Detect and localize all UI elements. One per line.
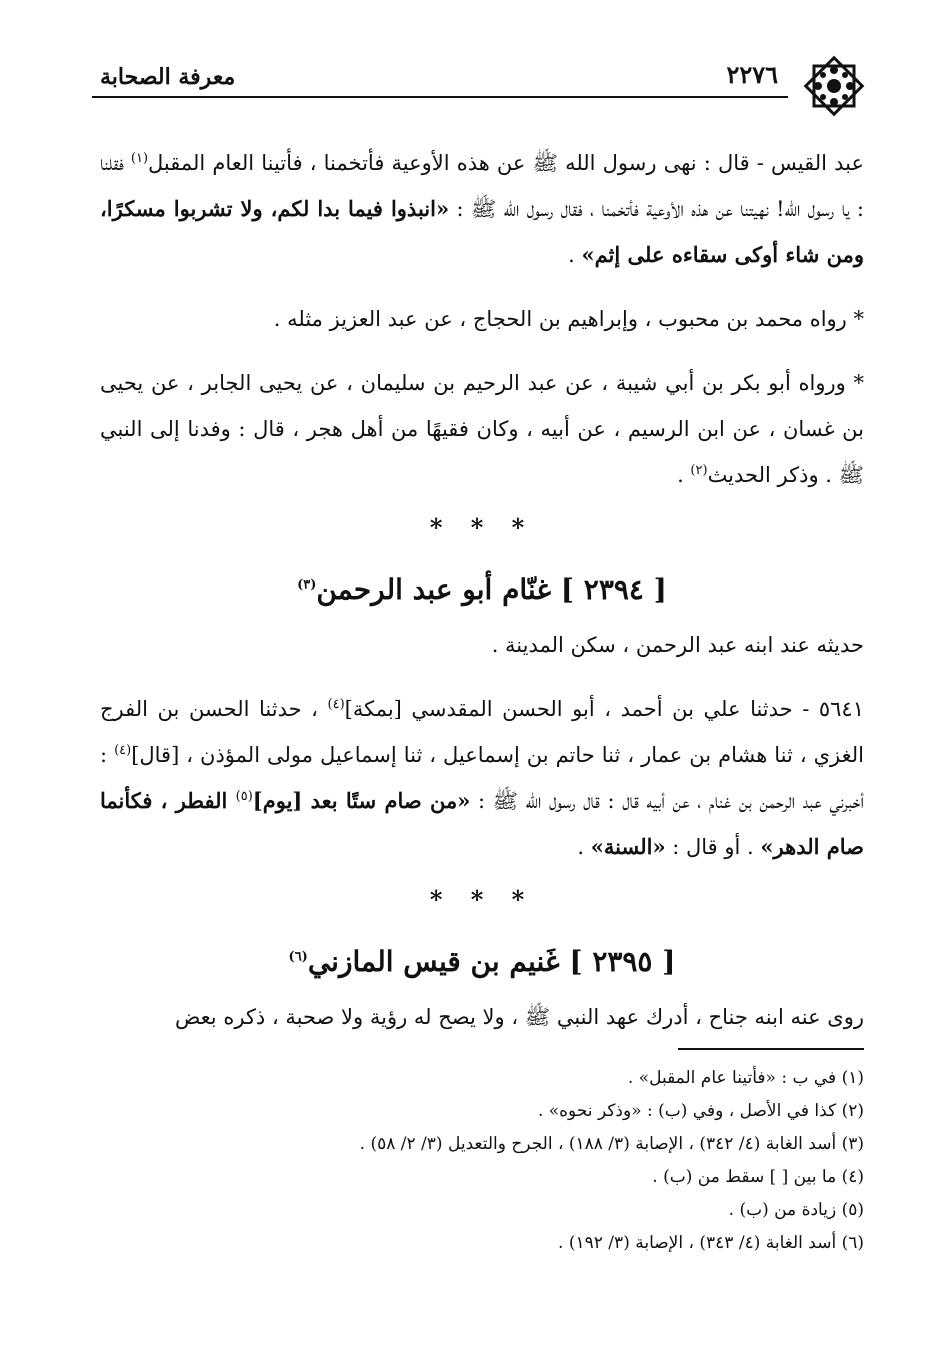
header-rule	[92, 96, 788, 98]
footnote-ref: (٤)	[327, 697, 345, 712]
hadith-quote: «انبذوا فيما بدا لكم، ولا تشربوا مسكرًا، ومن شاء أوكى سقاءه على إثم»	[100, 196, 864, 267]
paragraph: * ورواه أبو بكر بن أبي شيبة ، عن عبد الرحيم بن سليمان ، عن يحيى الجابر ، عن يحيى بن غسان ، عن ابن الرسيم ، عن أبيه ، وكان فقيهًا من أهل هجر ، قال : وفدنا إلى النبي ﷺ . وذكر الحديث$^{(٢)}$ .	[100, 371, 864, 487]
page-number: ٢٢٧٦	[726, 60, 778, 89]
paragraph: * رواه محمد بن محبوب ، وإبراهيم بن الحجاج ، عن عبد العزيز مثله .	[273, 307, 864, 331]
section-separator: * * *	[429, 885, 535, 914]
paragraph: حديثه عند ابنه عبد الرحمن ، سكن المدينة .	[491, 633, 864, 657]
hadith-quote: «من صام ستًا بعد [يوم]	[252, 788, 471, 813]
footnote-ref: (٢)	[690, 463, 708, 478]
paragraph: ٥٦٤١ - حدثنا علي بن أحمد ، أبو الحسن المقدسي [بمكة]$^{(٤)}$ ، حدثنا الحسن بن الفرج الغزي ، ثنا هشام بن عمار ، ثنا حاتم بن إسماعيل ، ثنا إسماعيل مولى المؤذن ، [قال]$^{(٤)}$ : أخبرني عبد الرحمن بن غنام ، عن أبيه قال : قال رسول الله ﷺ : «من صام ستًا بعد [يوم]$^{(٥)}$ الفطر ، فكأنما صام الدهر» . أو قال : «السنة» .	[100, 697, 864, 859]
footnote-ref: (١)	[130, 151, 149, 166]
section-separator: * * *	[429, 513, 535, 542]
page-header	[92, 50, 870, 120]
footnote: (١) في ب : «فأتينا عام المقبل» .	[627, 1068, 864, 1088]
footnote: (٦) أسد الغابة (٤/ ٣٤٣) ، الإصابة (٣/ ١٩٢) .	[558, 1233, 864, 1253]
footnote: (٣) أسد الغابة (٤/ ٣٤٢) ، الإصابة (٣/ ١٨٨) ، الجرح والتعديل (٣/ ٢/ ٥٨) .	[359, 1134, 864, 1154]
entry-title: [ ٢٣٩٤ ] غنّام أبو عبد الرحمن$^{(٣)}$	[297, 573, 667, 606]
octagram-ornament-icon	[798, 50, 870, 122]
hadith-quote: «السنة»	[590, 834, 666, 859]
footnote-ref: (٣)	[297, 577, 317, 593]
footnote-ref: (٥)	[235, 789, 253, 804]
entry-title: [ ٢٣٩٥ ] غَنيم بن قيس المازني$^{(٦)}$	[288, 945, 676, 978]
running-title: معرفة الصحابة	[100, 64, 236, 90]
footnote: (٥) زيادة من (ب) .	[728, 1200, 864, 1220]
footnote-ref: (٦)	[288, 949, 308, 965]
footnote: (٤) ما بين [ ] سقط من (ب) .	[652, 1167, 864, 1187]
footnote: (٢) كذا في الأصل ، وفي (ب) : «وذكر نحوه» .	[537, 1101, 864, 1121]
hadith-quote: الفطر ، فكأنما صام الدهر»	[100, 788, 864, 859]
paragraph: عبد القيس - قال : نهى رسول الله ﷺ عن هذه الأوعية فأتخمنا ، فأتينا العام المقبل$^{(١)}$ فقلنا : يا رسول الله! نهيتنا عن هذه الأوعية فأتخمنا ، فقال رسول الله ﷺ : «انبذوا فيما بدا لكم، ولا تشربوا مسكرًا، ومن شاء أوكى سقاءه على إثم» .	[100, 151, 864, 267]
footnote-rule	[678, 1048, 864, 1050]
main-text	[100, 140, 864, 1040]
footnote-ref: (٤)	[114, 743, 132, 758]
paragraph: روى عنه ابنه جناح ، أدرك عهد النبي ﷺ ، ولا يصح له رؤية ولا صحبة ، ذكره بعض	[174, 1005, 864, 1029]
footnotes	[100, 1062, 864, 1260]
